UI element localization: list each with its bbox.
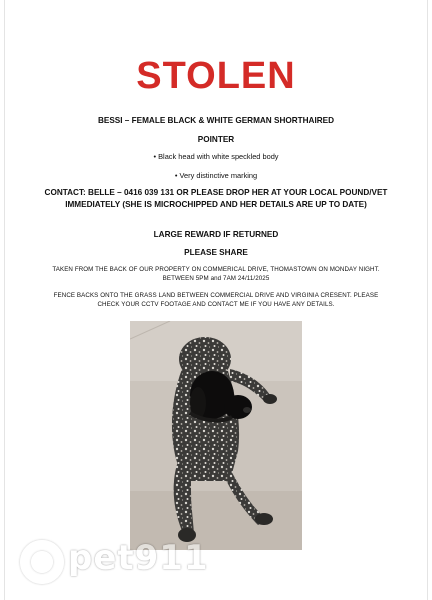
poster-title: STOLEN [136,55,296,97]
share-request: PLEASE SHARE [184,248,248,257]
pet911-watermark [20,536,230,582]
pet911-logo-icon [20,540,64,584]
cctv-request: FENCE BACKS ONTO THE GRASS LAND BETWEEN COMMERCIAL DRIVE AND VIRGINIA CRESENT. PLEASE CHECK YOUR CCTV FOOTAGE AND CONTACT ME IF YOU HAVE ANY DETAILS. [53,292,379,308]
marking-bullet-1: • Black head with white speckled body [153,152,279,161]
marking-bullet-2: • Very distinctive marking [174,171,258,180]
dog-breed-line: POINTER [197,135,235,144]
theft-details: TAKEN FROM THE BACK OF OUR PROPERTY ON COMMERICAL DRIVE, THOMASTOWN ON MONDAY NIGHT. BETWEEN 5PM and 7AM 24/11/2025 [52,266,380,282]
contact-details: CONTACT: BELLE – 0416 039 131 OR PLEASE DROP HER AT YOUR LOCAL POUND/VET IMMEDIATELY (SHE IS MICROCHIPPED AND HER DETAILS ARE UP TO DATE) [44,188,388,209]
watermark-text: pet911 [68,538,209,578]
dog-photo [130,321,302,550]
reward-notice: LARGE REWARD IF RETURNED [153,230,279,239]
dog-description-heading: BESSI – FEMALE BLACK & WHITE GERMAN SHORTHAIRED [97,116,335,125]
